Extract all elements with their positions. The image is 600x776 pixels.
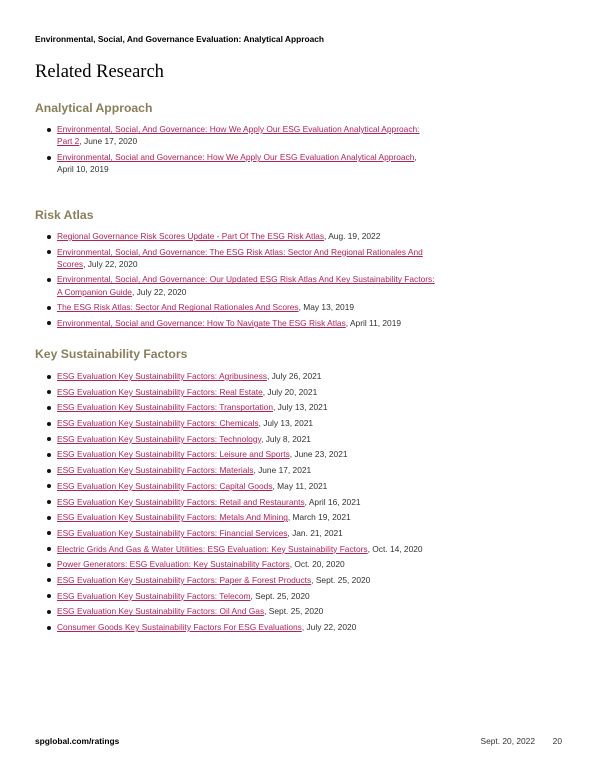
reference-date: , Jan. 21, 2021 <box>287 527 343 538</box>
bullet-icon <box>47 500 51 504</box>
reference-link[interactable]: Environmental, Social, And Governance: How We Apply Our ESG Evaluation Analytical Approach: Part 2 <box>57 124 420 147</box>
reference-date: , June 23, 2021 <box>289 449 348 460</box>
reference-date: , Aug. 19, 2022 <box>324 231 381 241</box>
reference-list <box>35 230 435 329</box>
reference-link[interactable]: ESG Evaluation Key Sustainability Factors: Technology <box>57 433 262 444</box>
reference-list <box>35 123 435 175</box>
reference-link[interactable]: ESG Evaluation Key Sustainability Factors: Capital Goods <box>57 480 273 491</box>
reference-date: , Sept. 25, 2020 <box>264 606 324 617</box>
list-item <box>35 543 435 555</box>
bullet-icon <box>47 375 51 379</box>
reference-link[interactable]: ESG Evaluation Key Sustainability Factors: Real Estate <box>57 386 263 397</box>
bullet-icon <box>47 128 51 132</box>
section-key-sustainability-factors <box>35 347 435 637</box>
reference-link[interactable]: ESG Evaluation Key Sustainability Factors: Leisure and Sports <box>57 449 290 460</box>
reference-link[interactable]: ESG Evaluation Key Sustainability Factors: Agribusiness <box>57 371 267 381</box>
reference-date: , Sept. 25, 2020 <box>311 574 371 585</box>
reference-date: , June 17, 2020 <box>79 136 138 147</box>
footer-site: spglobal.com/ratings <box>35 736 120 746</box>
bullet-icon <box>47 306 51 310</box>
reference-date: , March 19, 2021 <box>287 512 351 523</box>
reference-link[interactable]: ESG Evaluation Key Sustainability Factors: Oil And Gas <box>57 606 265 617</box>
bullet-icon <box>47 610 51 614</box>
reference-list <box>35 370 435 633</box>
reference-date: , April 16, 2021 <box>304 496 361 507</box>
reference-date: , July 22, 2020 <box>83 258 138 269</box>
reference-date: , May 13, 2019 <box>298 302 355 313</box>
list-item <box>35 511 435 523</box>
bullet-icon <box>47 547 51 551</box>
reference-date: , June 17, 2021 <box>253 465 312 476</box>
reference-link[interactable]: ESG Evaluation Key Sustainability Factors: Telecom <box>57 590 251 601</box>
reference-link[interactable]: ESG Evaluation Key Sustainability Factors: Materials <box>57 465 254 476</box>
reference-date: , April 10, 2019 <box>57 152 417 175</box>
reference-link[interactable]: Environmental, Social and Governance: How We Apply Our ESG Evaluation Analytical Approach <box>57 152 415 163</box>
reference-link[interactable]: Environmental, Social and Governance: How To Navigate The ESG Risk Atlas <box>57 317 346 328</box>
reference-date: , July 8, 2021 <box>261 433 311 444</box>
reference-link[interactable]: ESG Evaluation Key Sustainability Factors: Transportation <box>57 402 273 413</box>
reference-date: , April 11, 2019 <box>345 317 402 328</box>
reference-link[interactable]: ESG Evaluation Key Sustainability Factors: Retail and Restaurants <box>57 496 305 507</box>
list-item <box>35 496 435 508</box>
bullet-icon <box>47 235 51 239</box>
list-item <box>35 273 435 297</box>
reference-date: , July 13, 2021 <box>273 402 328 413</box>
bullet-icon <box>47 278 51 282</box>
reference-date: , July 22, 2020 <box>131 286 187 297</box>
list-item <box>35 464 435 476</box>
list-item <box>35 151 435 175</box>
reference-link[interactable]: Environmental, Social, And Governance: Our Updated ESG Risk Atlas And Key Sustainability Factors: A Companion Guide <box>57 274 435 297</box>
footer-date: Sept. 20, 2022 <box>480 736 535 746</box>
list-item <box>35 246 435 270</box>
bullet-icon <box>47 390 51 394</box>
reference-date: , Sept. 25, 2020 <box>250 590 310 601</box>
reference-date: , July 13, 2021 <box>258 418 314 429</box>
section-heading: Analytical Approach <box>35 101 153 115</box>
bullet-icon <box>47 422 51 426</box>
reference-link[interactable]: The ESG Risk Atlas: Sector And Regional Rationales And Scores <box>57 302 299 313</box>
bullet-icon <box>47 516 51 520</box>
bullet-icon <box>47 250 51 254</box>
list-item <box>35 480 435 492</box>
list-item <box>35 301 435 313</box>
list-item <box>35 621 435 633</box>
bullet-icon <box>47 578 51 582</box>
running-header: Environmental, Social, And Governance Evaluation: Analytical Approach <box>35 34 325 44</box>
reference-date: , July 26, 2021 <box>266 371 322 381</box>
list-item <box>35 605 435 617</box>
reference-date: , Oct. 14, 2020 <box>367 543 423 554</box>
bullet-icon <box>47 626 51 630</box>
section-analytical-approach <box>35 101 435 179</box>
list-item <box>35 590 435 602</box>
reference-link[interactable]: ESG Evaluation Key Sustainability Factors: Metals And Mining <box>57 512 288 523</box>
bullet-icon <box>47 563 51 567</box>
list-item <box>35 448 435 460</box>
list-item <box>35 417 435 429</box>
page-title: Related Research <box>35 62 164 82</box>
list-item <box>35 401 435 413</box>
bullet-icon <box>47 484 51 488</box>
list-item <box>35 527 435 539</box>
bullet-icon <box>47 531 51 535</box>
list-item <box>35 370 435 382</box>
list-item <box>35 574 435 586</box>
reference-link[interactable]: ESG Evaluation Key Sustainability Factors: Paper & Forest Products <box>57 574 312 585</box>
bullet-icon <box>47 406 51 410</box>
bullet-icon <box>47 321 51 325</box>
reference-link[interactable]: ESG Evaluation Key Sustainability Factors: Chemicals <box>57 418 259 429</box>
list-item <box>35 386 435 398</box>
section-heading: Key Sustainability Factors <box>35 347 188 361</box>
reference-link[interactable]: Consumer Goods Key Sustainability Factors For ESG Evaluations <box>57 622 302 632</box>
bullet-icon <box>47 469 51 473</box>
list-item <box>35 123 435 147</box>
list-item <box>35 230 435 242</box>
reference-link[interactable]: Regional Governance Risk Scores Update - Part Of The ESG Risk Atlas <box>57 231 325 241</box>
list-item <box>35 558 435 570</box>
reference-date: , July 22, 2020 <box>301 622 357 632</box>
reference-link[interactable]: Electric Grids And Gas & Water Utilities: ESG Evaluation: Key Sustainability Factors <box>57 543 368 554</box>
section-heading: Risk Atlas <box>35 208 94 222</box>
list-item <box>35 317 435 329</box>
bullet-icon <box>47 594 51 598</box>
reference-date: , July 20, 2021 <box>262 386 318 397</box>
bullet-icon <box>47 437 51 441</box>
bullet-icon <box>47 453 51 457</box>
reference-link[interactable]: Environmental, Social, And Governance: The ESG Risk Atlas: Sector And Regional Rationales And Scores <box>57 246 423 269</box>
reference-date: , Oct. 20, 2020 <box>289 559 345 570</box>
section-risk-atlas <box>35 208 435 333</box>
reference-link[interactable]: ESG Evaluation Key Sustainability Factors: Financial Services <box>57 527 288 538</box>
page-number: 20 <box>552 736 562 746</box>
reference-date: , May 11, 2021 <box>272 480 328 491</box>
bullet-icon <box>47 156 51 160</box>
reference-link[interactable]: Power Generators: ESG Evaluation: Key Sustainability Factors <box>57 559 290 570</box>
list-item <box>35 433 435 445</box>
